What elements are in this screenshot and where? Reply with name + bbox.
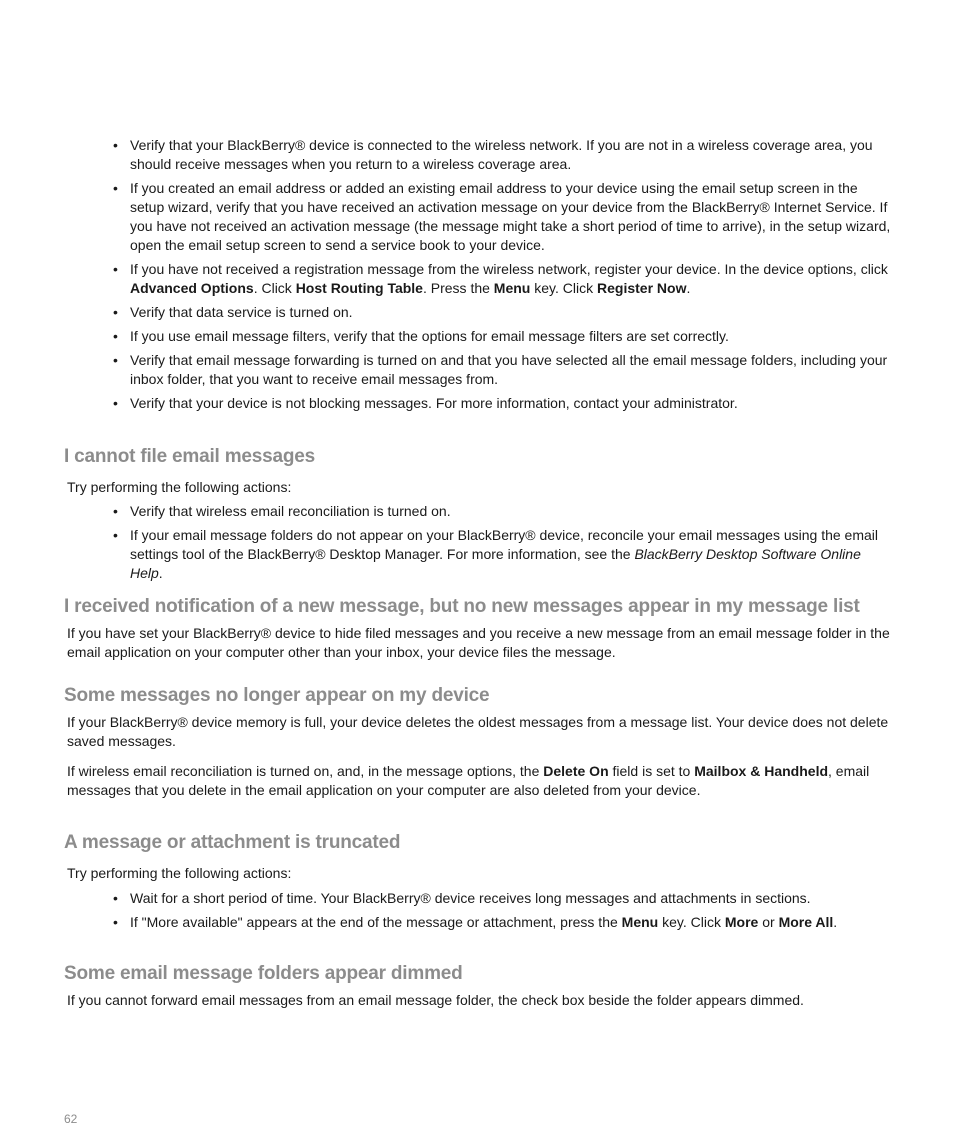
truncated-intro: Try performing the following actions: — [67, 865, 292, 881]
list-item: • Wait for a short period of time. Your BlackBerry® device receives long messages and attachments in sections. — [113, 889, 893, 908]
page-number: 62 — [64, 1112, 78, 1126]
list-item: • Verify that wireless email reconciliation is turned on. — [113, 502, 893, 521]
section-heading-no-longer: Some messages no longer appear on my device — [64, 685, 490, 706]
list-item: • If you have not received a registration message from the wireless network, register your device. In the device options, click Advanced Options. Click Host Routing Table. Press the Menu key. Click Register Now. — [113, 260, 893, 298]
list-item: • Verify that your BlackBerry® device is connected to the wireless network. If you are not in a wireless coverage area, you should receive messages when you return to a wireless coverage area. — [113, 136, 893, 174]
top-bullet-list — [113, 136, 893, 418]
no-longer-body-2: If wireless email reconciliation is turned on, and, in the message options, the Delete On field is set to Mailbox & Handheld, email messages that you delete in the email application on your computer are also deleted from your device. — [67, 763, 870, 798]
section-heading-notification: I received notification of a new message, but no new messages appear in my message list — [64, 596, 860, 617]
list-item: • If you created an email address or added an existing email address to your device using the email setup screen in the setup wizard, verify that you have received an activation message on your device from the BlackBerry® Internet Service. If you have not received an activation message (the message might take a short period of time to arrive), in the setup wizard, open the email setup screen to send a service book to your device. — [113, 179, 893, 255]
dimmed-body: If you cannot forward email messages from an email message folder, the check box beside the folder appears dimmed. — [67, 992, 804, 1008]
section-heading-truncated: A message or attachment is truncated — [64, 832, 401, 853]
list-item: • Verify that your device is not blocking messages. For more information, contact your administrator. — [113, 394, 893, 413]
section-heading-file: I cannot file email messages — [64, 446, 316, 467]
section-heading-dimmed: Some email message folders appear dimmed — [64, 963, 463, 984]
file-bullet-list — [113, 502, 893, 588]
list-item: • Verify that data service is turned on. — [113, 303, 893, 322]
no-longer-body-1: If your BlackBerry® device memory is full, your device deletes the oldest messages from a message list. Your device does not delete saved messages. — [67, 714, 889, 749]
file-intro: Try performing the following actions: — [67, 479, 292, 495]
list-item: • If your email message folders do not appear on your BlackBerry® device, reconcile your email messages using the email settings tool of the BlackBerry® Desktop Manager. For more information, see the BlackBerry Desktop Software Online Help. — [113, 526, 893, 583]
notification-body: If you have set your BlackBerry® device to hide filed messages and you receive a new message from an email message folder in the email application on your computer other than your inbox, your device files the message. — [67, 625, 890, 660]
list-item: • Verify that email message forwarding is turned on and that you have selected all the email message folders, including your inbox folder, that you want to receive email messages from. — [113, 351, 893, 389]
list-item: • If you use email message filters, verify that the options for email message filters are set correctly. — [113, 327, 893, 346]
list-item: • If "More available" appears at the end of the message or attachment, press the Menu key. Click More or More All. — [113, 913, 893, 932]
truncated-bullet-list — [113, 889, 893, 937]
